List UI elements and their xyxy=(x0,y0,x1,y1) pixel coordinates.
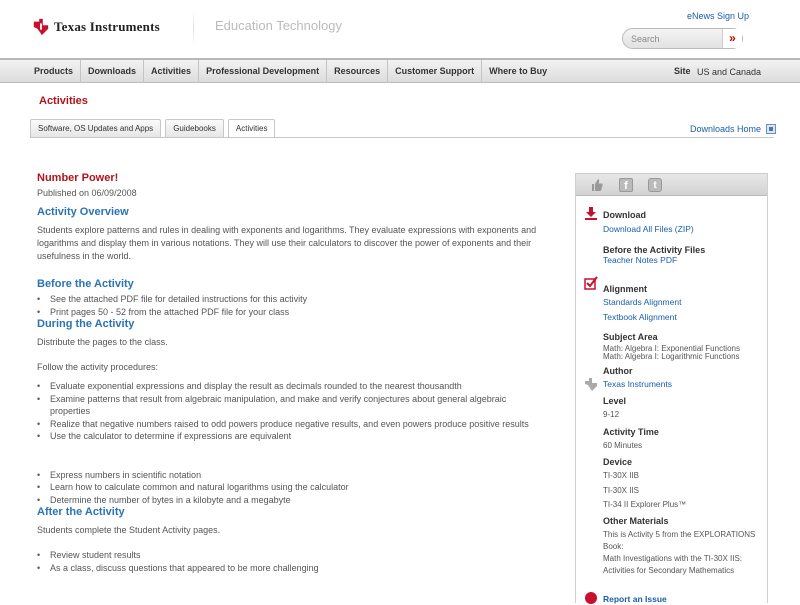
checkbox-check-icon xyxy=(584,276,598,290)
during-list-1 xyxy=(37,380,537,443)
search-input[interactable] xyxy=(631,32,721,46)
list-item: • Use the calculator to determine if expressions are equivalent xyxy=(37,430,537,443)
other-materials-heading: Other Materials xyxy=(603,516,669,526)
activity-sidebar xyxy=(575,173,768,603)
before-list xyxy=(37,293,537,318)
share-bar xyxy=(576,173,767,196)
device-1: TI-30X IIB xyxy=(603,471,640,480)
after-list xyxy=(37,549,537,574)
activity-content xyxy=(37,172,537,574)
textbook-alignment-link[interactable]: Textbook Alignment xyxy=(603,312,677,322)
alignment-heading: Alignment xyxy=(603,284,647,294)
tab-bar xyxy=(30,119,279,138)
level-heading: Level xyxy=(603,396,627,406)
author-heading: Author xyxy=(603,366,633,376)
activity-time-value: 60 Minutes xyxy=(603,441,643,450)
search-box xyxy=(622,28,743,49)
brand-name: Texas Instruments xyxy=(54,19,160,34)
list-item: • Realize that negative numbers raised to odd powers produce negative results, and even powers produce positive results xyxy=(37,418,537,431)
device-2: TI-30X IIS xyxy=(603,486,640,495)
download-all-files-link[interactable]: Download All Files (ZIP) xyxy=(603,224,694,234)
subject-area-1: Math: Algebra I: Exponential Functions xyxy=(603,344,740,353)
nav-item-products[interactable]: Products xyxy=(27,60,81,83)
list-item: • Determine the number of bytes in a kilobyte and a megabyte xyxy=(37,494,537,507)
site-selector[interactable]: US and Canada xyxy=(697,67,762,77)
downloads-home-link[interactable] xyxy=(690,124,776,134)
list-item: • See the attached PDF file for detailed instructions for this activity xyxy=(37,293,537,306)
download-icon xyxy=(584,206,598,220)
facebook-icon[interactable]: f xyxy=(619,178,633,192)
list-item: • Evaluate exponential expressions and display the result as decimals rounded to the nearest thousandth xyxy=(37,380,537,393)
page-title: Activities xyxy=(39,95,88,107)
during-heading: During the Activity xyxy=(37,318,135,330)
site-header xyxy=(0,0,800,58)
search-submit-button[interactable]: » xyxy=(722,29,742,48)
texas-state-logo-icon xyxy=(32,18,50,36)
activity-title: Number Power! xyxy=(37,172,119,184)
ti-logo[interactable] xyxy=(32,18,160,36)
report-issue-icon xyxy=(584,591,598,605)
nav-item-resources[interactable]: Resources xyxy=(327,60,388,83)
overview-text: Students explore patterns and rules in dealing with exponents and logarithms. They evaluate expressions with exponents and logarithms and display them in various notations. They will use their calculators to discover the power of exponents and their usefulness in the world. xyxy=(37,225,537,261)
nav-item-where-to-buy[interactable]: Where to Buy xyxy=(489,66,548,76)
site-label: Site xyxy=(674,66,691,76)
level-value: 9-12 xyxy=(603,410,620,419)
tab-guidebooks[interactable]: Guidebooks xyxy=(165,119,224,137)
ti-author-icon xyxy=(584,377,598,391)
tab-activities[interactable]: Activities xyxy=(228,119,276,138)
nav-item-professional-development[interactable]: Professional Development xyxy=(199,60,327,83)
before-files-heading: Before the Activity Files xyxy=(603,245,706,255)
enews-signup-link[interactable]: eNews Sign Up xyxy=(687,11,750,21)
list-item: • Express numbers in scientific notation xyxy=(37,469,537,482)
during-list-2 xyxy=(37,469,537,507)
twitter-icon[interactable]: t xyxy=(648,178,662,192)
tab-software-updates[interactable]: Software, OS Updates and Apps xyxy=(30,119,161,137)
nav-item-customer-support[interactable]: Customer Support xyxy=(388,60,482,83)
nav-item-downloads[interactable]: Downloads xyxy=(81,60,144,83)
device-3: TI-34 II Explorer Plus™ xyxy=(603,500,687,509)
main-nav xyxy=(0,58,800,83)
report-issue-link[interactable]: Report an Issue xyxy=(603,594,667,604)
list-item: • Examine patterns that result from algebraic manipulation, and make and verify conjectures about general algebraic properties xyxy=(37,393,537,418)
list-item: • Print pages 50 - 52 from the attached PDF file for your class xyxy=(37,306,537,319)
home-icon xyxy=(766,124,776,134)
site-subtitle: Education Technology xyxy=(215,18,342,33)
after-heading: After the Activity xyxy=(37,506,125,518)
other-materials-text: This is Activity 5 from the EXPLORATIONS Book: Math Investigations with the TI-30X IIS: Activities for Secondary Mathematics xyxy=(603,530,756,575)
nav-items xyxy=(27,60,554,83)
nav-item-activities[interactable]: Activities xyxy=(144,60,199,83)
list-item: • Review student results xyxy=(37,549,537,562)
overview-heading: Activity Overview xyxy=(37,206,129,218)
tabs-divider xyxy=(30,137,774,138)
after-intro: Students complete the Student Activity pages. xyxy=(37,525,221,535)
header-divider xyxy=(193,10,194,46)
thumbs-up-icon[interactable] xyxy=(590,178,604,192)
device-heading: Device xyxy=(603,457,633,467)
subject-area-heading: Subject Area xyxy=(603,332,658,342)
published-date: Published on 06/09/2008 xyxy=(37,188,137,198)
list-item: • Learn how to calculate common and natural logarithms using the calculator xyxy=(37,481,537,494)
before-heading: Before the Activity xyxy=(37,278,134,290)
standards-alignment-link[interactable]: Standards Alignment xyxy=(603,297,682,307)
activity-time-heading: Activity Time xyxy=(603,427,659,437)
author-link[interactable]: Texas Instruments xyxy=(603,379,672,389)
during-follow: Follow the activity procedures: xyxy=(37,362,159,372)
downloads-home-label: Downloads Home xyxy=(690,124,762,134)
teacher-notes-link[interactable]: Teacher Notes PDF xyxy=(603,255,678,265)
during-intro: Distribute the pages to the class. xyxy=(37,337,168,347)
download-heading: Download xyxy=(603,210,646,220)
list-item: • As a class, discuss questions that appeared to be more challenging xyxy=(37,562,537,575)
subject-area-2: Math: Algebra I: Logarithmic Functions xyxy=(603,352,740,361)
